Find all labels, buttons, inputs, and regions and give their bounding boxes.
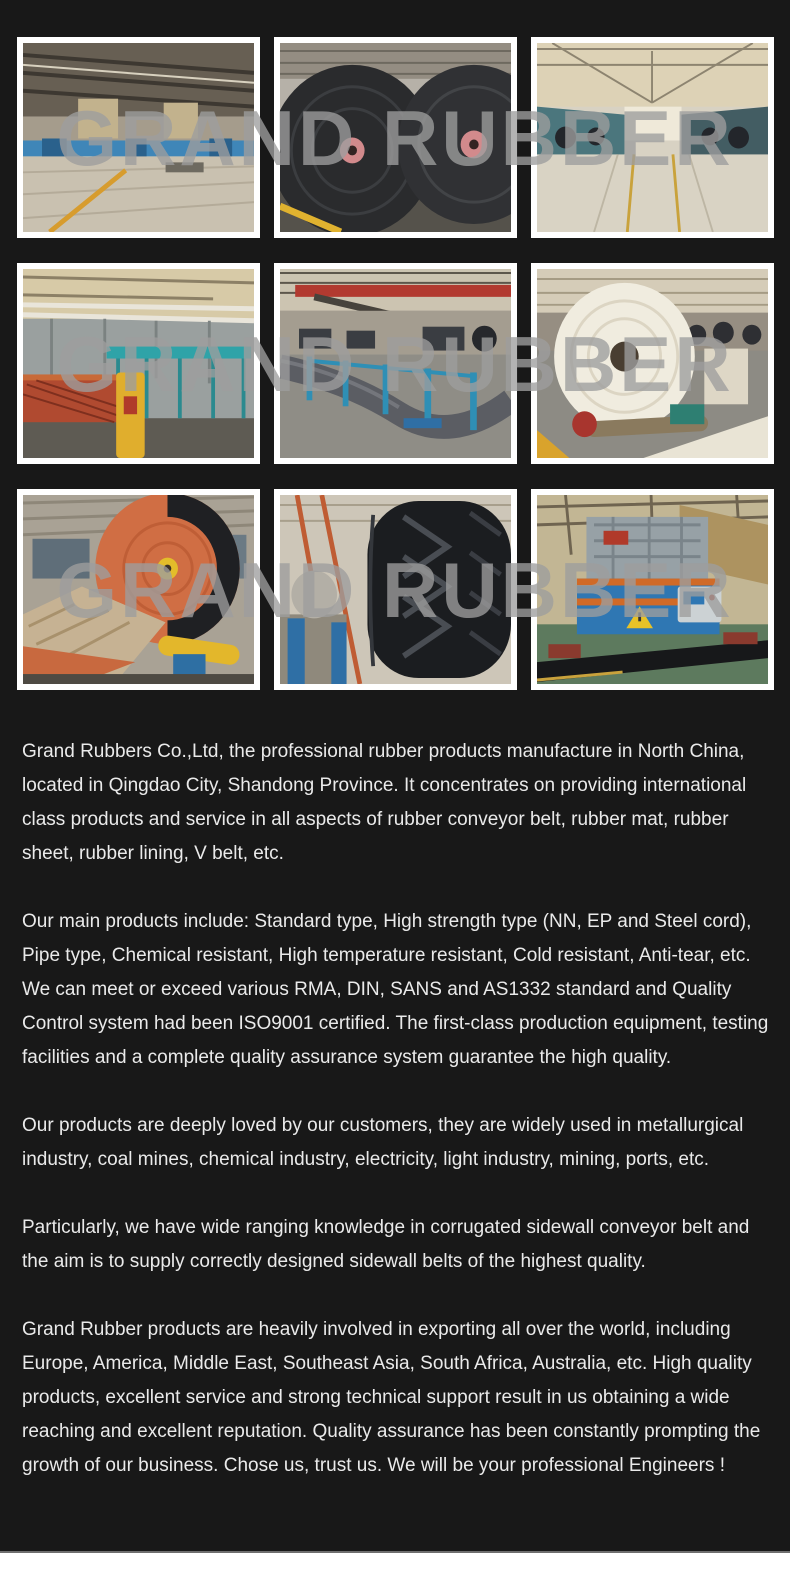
photo-black-belt-rolls-image (280, 43, 511, 232)
photo-belt-conveyor (274, 263, 517, 464)
photo-production-hall-image (537, 43, 768, 232)
photo-workshop-overview (17, 37, 260, 238)
photo-chevron-belt-roll (274, 489, 517, 690)
photo-workshop-overview-image (23, 43, 254, 232)
photo-belt-conveyor-image (280, 269, 511, 458)
photo-production-line-image (23, 269, 254, 458)
photo-white-belt-roll-image (537, 269, 768, 458)
photo-black-belt-rolls (274, 37, 517, 238)
watermark-row-2: GRAND RUBBER (56, 319, 734, 408)
photo-production-hall (531, 37, 774, 238)
about-paragraph-export: Grand Rubber products are heavily involved in exporting all over the world, including Europe, America, Middle East, Southeast Asia, South Africa, Australia, etc. High quality products, excellent service and strong technical support result in us obtaining a wide reaching and excellent reputation. Quality assurance has been constantly prompting the growth of our business. Chose us, trust us. We will be your professional Engineers ! (22, 1319, 761, 1476)
company-description (0, 690, 790, 1483)
about-paragraph-products: Our main products include: Standard type, High strength type (NN, EP and Steel cord), Pipe type, Chemical resistant, High temperature resistant, Cold resistant, Anti-tear, etc. We can meet or exceed various RMA, DIN, SANS and AS1332 standard and Quality Control system had been ISO9001 certified. The first-class production equipment, testing facilities and a complete quality assurance system guarantee the high quality. (22, 911, 769, 1068)
about-paragraph-intro: Grand Rubbers Co.,Ltd, the professional rubber products manufacture in North China, located in Qingdao City, Shandong Province. It concentrates on providing international class products and service in all aspects of rubber conveyor belt, rubber mat, rubber sheet, rubber lining, V belt, etc. (22, 741, 747, 864)
page-bottom-strip (0, 1553, 790, 1575)
photo-grid (0, 0, 790, 690)
watermark-row-3: GRAND RUBBER (56, 545, 734, 634)
watermark-row-1: GRAND RUBBER (56, 93, 734, 182)
about-paragraph-customers: Our products are deeply loved by our customers, they are widely used in metallurgical industry, coal mines, chemical industry, electricity, light industry, mining, ports, etc. (22, 1115, 744, 1170)
photo-white-belt-roll (531, 263, 774, 464)
factory-photo-gallery (0, 0, 790, 690)
photo-orange-belt-roll-image (23, 495, 254, 684)
about-paragraph-sidewall: Particularly, we have wide ranging knowledge in corrugated sidewall conveyor belt and the aim is to supply correctly designed sidewall belts of the highest quality. (22, 1217, 750, 1272)
photo-orange-belt-roll (17, 489, 260, 690)
photo-production-line (17, 263, 260, 464)
photo-belt-machine-image (537, 495, 768, 684)
photo-chevron-belt-roll-image (280, 495, 511, 684)
photo-belt-machine (531, 489, 774, 690)
